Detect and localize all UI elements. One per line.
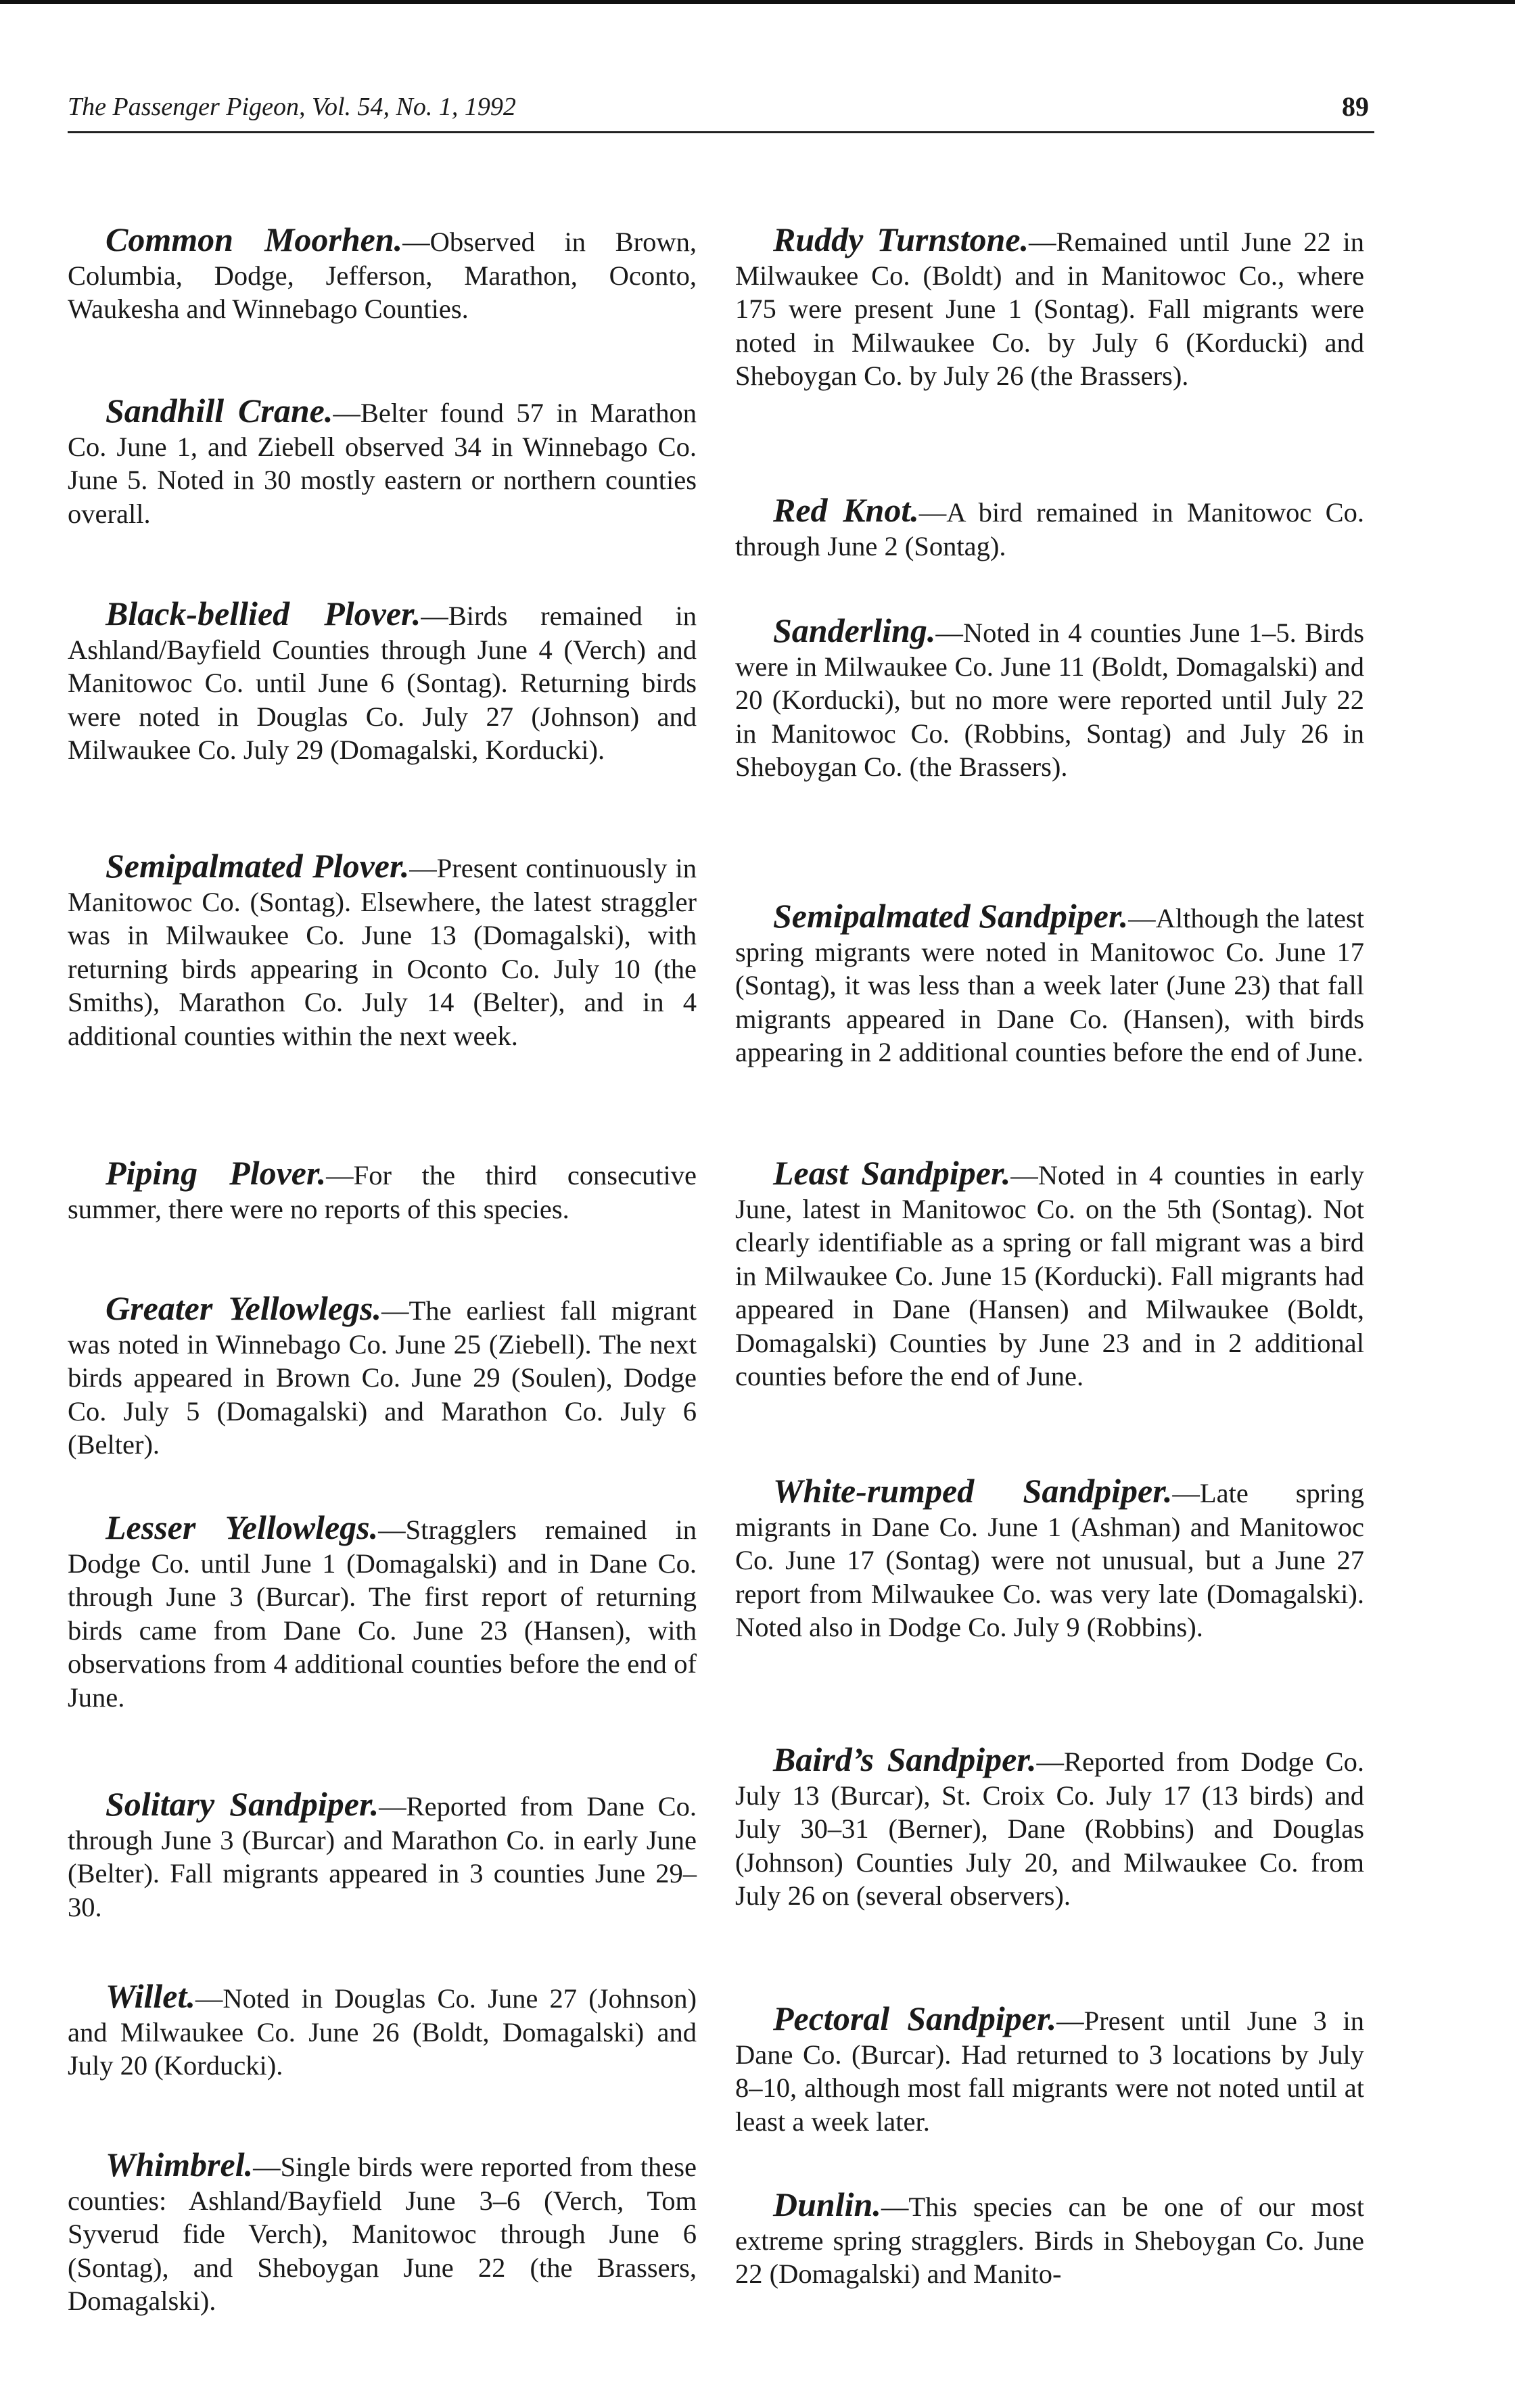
running-header [68, 89, 1374, 133]
species-name: Whimbrel. [106, 2146, 254, 2183]
species-name: Black-bellied Plover. [106, 595, 421, 632]
species-entry [735, 223, 1364, 393]
journal-title: The Passenger Pigeon, Vol. 54, No. 1, 1992 [68, 93, 516, 121]
entry-text: —Although the latest spring migrants were noted in Manitowoc Co. June 17 (Sontag), it was less than a week later (June 23) that fall migrants appeared in Dane Co. (Hansen), with birds appearing in 2 additional counties before the end of June. [735, 903, 1364, 1067]
top-rule [0, 0, 1515, 4]
species-entry [68, 1154, 697, 1226]
species-entry [68, 847, 697, 1052]
entry-text: —Reported from Dodge Co. July 13 (Burcar), St. Croix Co. July 17 (13 birds) and July 30–31 (Berner), Dane (Robbins) and Douglas (Johnson) Counties July 20, and Milwaukee Co. from July 26 on (several observers). [735, 1746, 1364, 1911]
species-entry [735, 1999, 1364, 2138]
entry-text: —Present until June 3 in Dane Co. (Burcar). Had returned to 3 locations by July 8–10, although most fall migrants were not noted until at least a week later. [735, 2006, 1364, 2137]
species-name: Sandhill Crane. [106, 392, 333, 430]
species-entry [68, 394, 697, 530]
page-number: 89 [1342, 91, 1369, 122]
entry-text: —Remained until June 22 in Milwaukee Co. (Boldt) and in Manitowoc Co., where 175 were present June 1 (Sontag). Fall migrants were noted in Milwaukee Co. by July 6 (Korducki) and Sheboygan Co. by July 26 (the Brassers). [735, 227, 1364, 391]
entry-text: —This species can be one of our most extreme spring stragglers. Birds in Sheboygan Co. June 22 (Domagalski) and Manito- [735, 2192, 1364, 2289]
species-name: Sanderling. [773, 611, 936, 649]
species-entry [735, 611, 1364, 784]
species-name: Red Knot. [773, 491, 919, 529]
entry-text: —Stragglers remained in Dodge Co. until June 1 (Domagalski) and in Dane Co. through June 3 (Burcar). The first report of returning birds came from Dane Co. June 23 (Hansen), with observations from 4 additional counties before the end of June. [68, 1514, 697, 1713]
species-name: Semipalmated Sandpiper. [773, 897, 1129, 935]
species-entry [68, 1977, 697, 2083]
species-name: Pectoral Sandpiper. [773, 1999, 1057, 2037]
entry-text: —A bird remained in Manitowoc Co. through June 2 (Sontag). [735, 497, 1365, 561]
species-entry [68, 1508, 697, 1714]
species-name: Lesser Yellowlegs. [106, 1508, 379, 1546]
entry-text: —Noted in 4 counties in early June, latest in Manitowoc Co. on the 5th (Sontag). Not clearly identifiable as a spring or fall migrant was a bird in Milwaukee Co. June 15 (Korducki). Fall migrants had appeared in Dane (Hansen) and Milwaukee (Boldt, Domagalski) Counties by June 23 and in 2 additional counties before the end of June. [735, 1160, 1365, 1391]
entry-text: —Belter found 57 in Marathon Co. June 1, and Ziebell observed 34 in Winnebago Co. June 5. Noted in 30 mostly eastern or northern counties overall. [68, 398, 697, 529]
species-name: Piping Plover. [106, 1154, 327, 1192]
entry-text: —Reported from Dane Co. through June 3 (Burcar) and Marathon Co. in early June (Belter). Fall migrants appeared in 3 counties June 29–30. [68, 1791, 697, 1922]
species-entry [735, 897, 1364, 1069]
species-entry [735, 1154, 1365, 1393]
entry-text: —The earliest fall migrant was noted in Winnebago Co. June 25 (Ziebell). The next birds appeared in Brown Co. June 29 (Soulen), Dodge Co. July 5 (Domagalski) and Marathon Co. July 6 (Belter). [68, 1295, 697, 1460]
entry-text: —Birds remained in Ashland/Bayfield Counties through June 4 (Verch) and Manitowoc Co. until June 6 (Sontag). Returning birds were noted in Douglas Co. July 27 (Johnson) and Milwaukee Co. July 29 (Domagalski, Korducki). [68, 601, 697, 765]
species-name: White-rumped Sandpiper. [773, 1472, 1173, 1510]
species-entry [68, 597, 697, 767]
species-name: Ruddy Turnstone. [773, 221, 1029, 258]
entry-text: —Present continuously in Manitowoc Co. (Sontag). Elsewhere, the latest straggler was in Milwaukee Co. June 13 (Domagalski), with returning birds appearing in Oconto Co. July 10 (the Smiths), Marathon Co. July 14 (Belter), and in 4 additional counties within the next week. [68, 853, 697, 1051]
species-entry [735, 2185, 1364, 2291]
species-name: Willet. [106, 1977, 195, 2015]
species-entry [735, 1472, 1364, 1644]
species-name: Semipalmated Plover. [106, 847, 410, 885]
species-name: Dunlin. [773, 2185, 881, 2223]
species-entry [68, 223, 697, 326]
species-name: Least Sandpiper. [773, 1154, 1011, 1192]
species-name: Baird’s Sandpiper. [773, 1740, 1037, 1778]
entry-text: —Late spring migrants in Dane Co. June 1 (Ashman) and Manitowoc Co. June 17 (Sontag) were not unusual, but a June 27 report from Milwaukee Co. was very late (Domagalski). Noted also in Dodge Co. July 9 (Robbins). [735, 1478, 1364, 1642]
entry-text: —For the third consecutive summer, there were no reports of this species. [68, 1160, 697, 1224]
entry-text: —Observed in Brown, Columbia, Dodge, Jefferson, Marathon, Oconto, Waukesha and Winnebago Counties. [68, 227, 697, 324]
entry-text: —Single birds were reported from these counties: Ashland/Bayfield June 3–6 (Verch, Tom Syverud fide Verch), Manitowoc through June 6 (Sontag), and Sheboygan June 22 (the Brassers, Domagalski). [68, 2152, 697, 2316]
species-name: Common Moorhen. [106, 221, 403, 258]
species-entry [68, 2148, 697, 2318]
species-name: Solitary Sandpiper. [106, 1785, 379, 1823]
species-entry [68, 1289, 697, 1462]
species-name: Greater Yellowlegs. [106, 1289, 382, 1327]
species-entry [735, 1740, 1364, 1913]
species-entry [68, 1785, 697, 1924]
entry-text: —Noted in 4 counties June 1–5. Birds were in Milwaukee Co. June 11 (Boldt, Domagalski) and 20 (Korducki), but no more were reported until July 22 in Manitowoc Co. (Robbins, Sontag) and July 26 in Sheboygan Co. (the Brassers). [735, 618, 1364, 782]
species-entry [735, 491, 1365, 563]
entry-text: —Noted in Douglas Co. June 27 (Johnson) and Milwaukee Co. June 26 (Boldt, Domagalski) and July 20 (Korducki). [68, 1983, 697, 2081]
